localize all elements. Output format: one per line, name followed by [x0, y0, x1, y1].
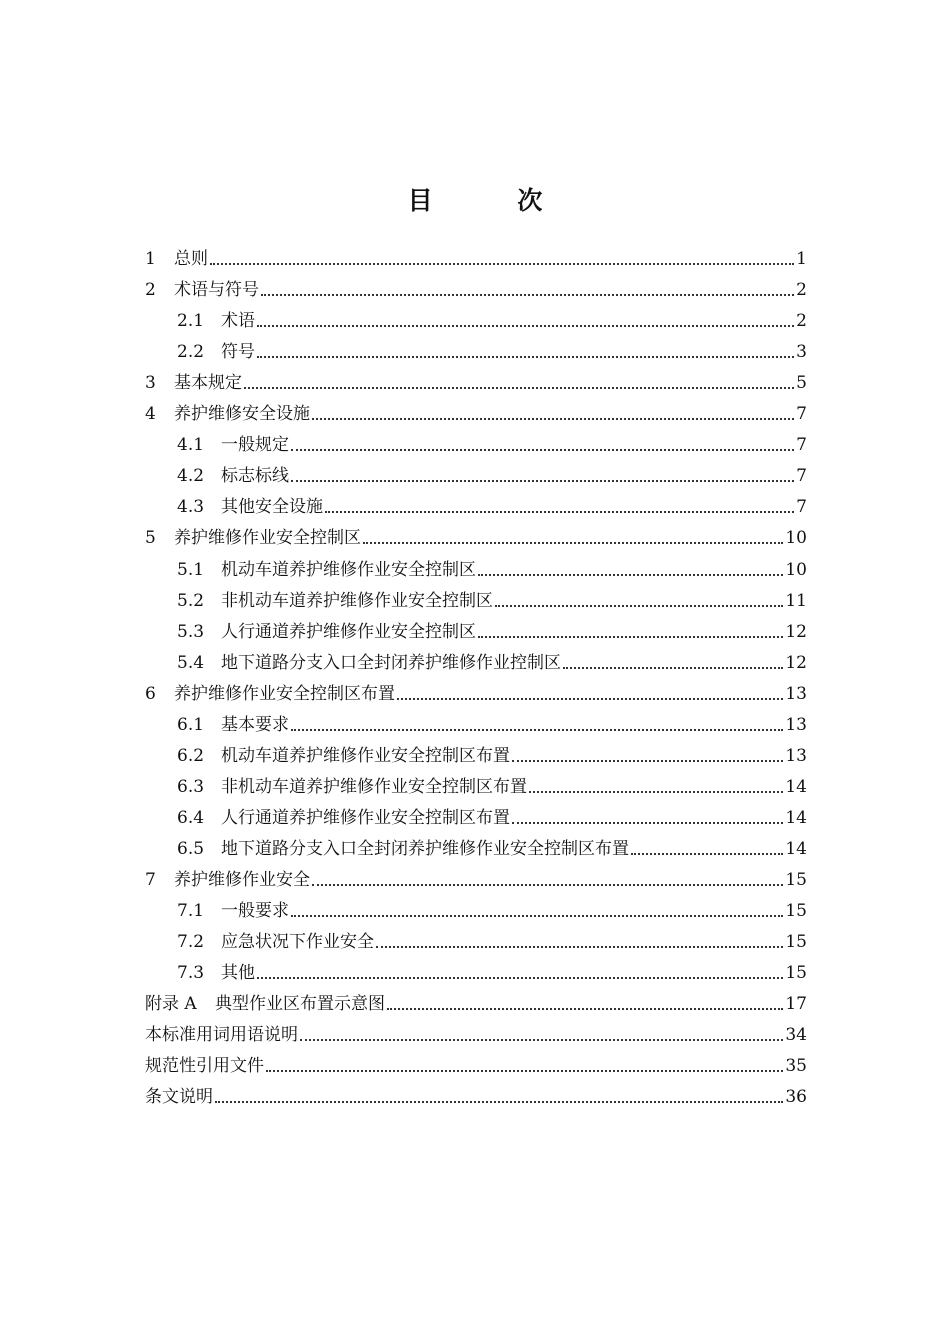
- toc-entry-number: 4.2: [177, 466, 205, 487]
- toc-entry-page-number: 10: [785, 559, 807, 580]
- toc-entry-label: 符号: [221, 342, 255, 363]
- toc-entry-label: 地下道路分支入口全封闭养护维修作业控制区: [221, 652, 561, 673]
- toc-entry[interactable]: [177, 581, 807, 611]
- toc-entry-label: 地下道路分支入口全封闭养护维修作业安全控制区布置: [221, 838, 629, 859]
- toc-entry-number: 6.2: [177, 745, 205, 766]
- toc-entry-page-number: 7: [796, 404, 807, 425]
- toc-entry-page-number: 3: [796, 342, 807, 363]
- toc-entry-label: 人行通道养护维修作业安全控制区布置: [221, 807, 510, 828]
- toc-entry-label: 机动车道养护维修作业安全控制区: [221, 559, 476, 580]
- toc-entry-number: 2: [145, 280, 156, 301]
- toc-entry-number: 5.4: [177, 652, 205, 673]
- toc-entry-number: 6: [145, 683, 156, 704]
- toc-entry-page-number: 7: [796, 435, 807, 456]
- toc-entry-page-number: 5: [796, 373, 807, 394]
- toc-entry[interactable]: [177, 332, 807, 362]
- toc-dot-leader: [244, 386, 794, 389]
- toc-entry[interactable]: [145, 239, 807, 269]
- toc-entry-number: 5.1: [177, 559, 205, 580]
- toc-entry-number: 6.1: [177, 714, 205, 735]
- toc-entry-label: 本标准用词用语说明: [145, 1025, 298, 1046]
- toc-entry-number: 附录 A: [145, 994, 197, 1015]
- toc-entry-label: 基本规定: [174, 373, 242, 394]
- toc-entry[interactable]: [145, 860, 807, 890]
- toc-entry-page-number: 35: [785, 1056, 807, 1077]
- toc-dot-leader: [512, 821, 783, 824]
- toc-dot-leader: [215, 1100, 783, 1103]
- toc-entry-label: 术语: [221, 311, 255, 332]
- toc-entry[interactable]: [177, 922, 807, 952]
- toc-entry[interactable]: [177, 425, 807, 455]
- toc-dot-leader: [387, 1007, 783, 1010]
- toc-dot-leader: [300, 1038, 783, 1041]
- toc-entry[interactable]: [177, 301, 807, 331]
- toc-entry-label: 养护维修作业安全: [174, 870, 310, 890]
- toc-dot-leader: [512, 759, 783, 762]
- toc-dot-leader: [397, 697, 783, 700]
- toc-dot-leader: [376, 945, 783, 948]
- toc-entry-label: 养护维修作业安全控制区: [174, 528, 361, 549]
- toc-entry-label: 规范性引用文件: [145, 1056, 264, 1077]
- toc-dot-leader: [291, 728, 783, 731]
- toc-entry-label: 基本要求: [221, 714, 289, 735]
- toc-entry[interactable]: [177, 736, 807, 766]
- toc-dot-leader: [495, 604, 783, 607]
- toc-dot-leader: [257, 976, 783, 979]
- toc-entry[interactable]: [145, 518, 807, 548]
- toc-entry-number: 6.4: [177, 807, 205, 828]
- toc-dot-leader: [363, 541, 783, 544]
- toc-entry[interactable]: [145, 984, 807, 1014]
- toc-entry[interactable]: [177, 829, 807, 859]
- toc-entry-label: 一般规定: [221, 435, 289, 456]
- toc-entry[interactable]: [177, 612, 807, 642]
- toc-entry-number: 4.1: [177, 435, 205, 456]
- toc-entry-page-number: 11: [785, 590, 807, 611]
- toc-dot-leader: [478, 635, 783, 638]
- toc-entry-label: 非机动车道养护维修作业安全控制区: [221, 590, 493, 611]
- toc-entry-page-number: 7: [796, 497, 807, 518]
- toc-entry[interactable]: [145, 1015, 807, 1045]
- toc-entry[interactable]: [145, 1046, 807, 1076]
- toc-entry-page-number: 15: [785, 963, 807, 984]
- toc-entry-label: 人行通道养护维修作业安全控制区: [221, 621, 476, 642]
- toc-entry[interactable]: [177, 487, 807, 517]
- toc-entry-label: 术语与符号: [174, 280, 259, 301]
- toc-dot-leader: [312, 883, 783, 886]
- toc-dot-leader: [312, 417, 794, 420]
- toc-entry-number: 2.1: [177, 311, 205, 332]
- toc-entry-label: 机动车道养护维修作业安全控制区布置: [221, 745, 510, 766]
- page-title: 目 次: [407, 186, 581, 215]
- toc-entry-page-number: 14: [785, 807, 807, 828]
- toc-entry-number: 6.5: [177, 838, 205, 859]
- toc-entry-number: 5: [145, 528, 156, 549]
- toc-entry-label: 总则: [174, 249, 208, 269]
- toc-entry[interactable]: [177, 767, 807, 797]
- toc-entry-label: 一般要求: [221, 901, 289, 922]
- toc-entry-page-number: 12: [785, 621, 807, 642]
- toc-entry-page-number: 13: [785, 683, 807, 704]
- toc-entry-number: 5.3: [177, 621, 205, 642]
- toc-entry-page-number: 7: [796, 466, 807, 487]
- toc-entry-number: 7: [145, 870, 156, 890]
- toc-entry-number: 7.2: [177, 932, 205, 953]
- toc-entry-number: 5.2: [177, 590, 205, 611]
- toc-entry-page-number: 17: [785, 994, 807, 1015]
- toc-entry-number: 1: [145, 249, 156, 269]
- toc-entry-number: 4.3: [177, 497, 205, 518]
- toc-entry-label: 养护维修作业安全控制区布置: [174, 683, 395, 704]
- toc-entry-number: 7.1: [177, 901, 205, 922]
- toc-entry[interactable]: [177, 798, 807, 828]
- toc-entry-page-number: 13: [785, 714, 807, 735]
- toc-dot-leader: [266, 1069, 783, 1072]
- toc-entry-label: 典型作业区布置示意图: [215, 994, 385, 1015]
- toc-entry-label: 标志标线: [221, 466, 289, 487]
- toc-entry-page-number: 1: [796, 249, 807, 269]
- toc-entry[interactable]: [177, 550, 807, 580]
- toc-entry-page-number: 15: [785, 901, 807, 922]
- toc-dot-leader: [291, 479, 794, 482]
- toc-entry-number: 3: [145, 373, 156, 394]
- toc-entry[interactable]: [177, 643, 807, 673]
- toc-entry[interactable]: [145, 674, 807, 704]
- toc-entry[interactable]: [145, 270, 807, 300]
- toc-entry[interactable]: [177, 705, 807, 735]
- toc-entry-label: 非机动车道养护维修作业安全控制区布置: [221, 776, 527, 797]
- toc-entry-label: 其他: [221, 963, 255, 984]
- toc-dot-leader: [563, 666, 783, 669]
- toc-dot-leader: [529, 790, 783, 793]
- toc-entry-label: 条文说明: [145, 1087, 213, 1108]
- toc-entry-page-number: 2: [796, 311, 807, 332]
- toc-entry-page-number: 10: [785, 528, 807, 549]
- toc-entry-page-number: 13: [785, 745, 807, 766]
- toc-entry-page-number: 12: [785, 652, 807, 673]
- toc-entry[interactable]: [177, 891, 807, 921]
- toc-dot-leader: [210, 262, 794, 265]
- toc-dot-leader: [325, 510, 794, 513]
- toc-entry-page-number: 14: [785, 838, 807, 859]
- toc-entry-page-number: 2: [796, 280, 807, 301]
- toc-entry-page-number: 15: [785, 870, 807, 890]
- toc-entry-page-number: 14: [785, 776, 807, 797]
- toc-entry[interactable]: [177, 953, 807, 983]
- toc-entry-page-number: 15: [785, 932, 807, 953]
- toc-dot-leader: [261, 293, 794, 296]
- toc-entry-number: 2.2: [177, 342, 205, 363]
- toc-entry-label: 应急状况下作业安全: [221, 932, 374, 953]
- toc-entry-number: 7.3: [177, 963, 205, 984]
- toc-entry[interactable]: [145, 363, 807, 393]
- toc-entry-page-number: 36: [785, 1087, 807, 1108]
- toc-entry[interactable]: [145, 1077, 807, 1107]
- toc-entry-label: 其他安全设施: [221, 497, 323, 518]
- toc-dot-leader: [257, 324, 794, 327]
- toc-entry-label: 养护维修安全设施: [174, 404, 310, 425]
- toc-entry-number: 4: [145, 404, 156, 425]
- toc-dot-leader: [478, 573, 783, 576]
- toc-entry[interactable]: [145, 394, 807, 424]
- toc-entry-number: 6.3: [177, 776, 205, 797]
- toc-entry[interactable]: [177, 456, 807, 486]
- toc-dot-leader: [257, 355, 794, 358]
- toc-dot-leader: [291, 448, 794, 451]
- toc-entry-page-number: 34: [785, 1025, 807, 1046]
- toc-dot-leader: [631, 852, 783, 855]
- toc-dot-leader: [291, 914, 783, 917]
